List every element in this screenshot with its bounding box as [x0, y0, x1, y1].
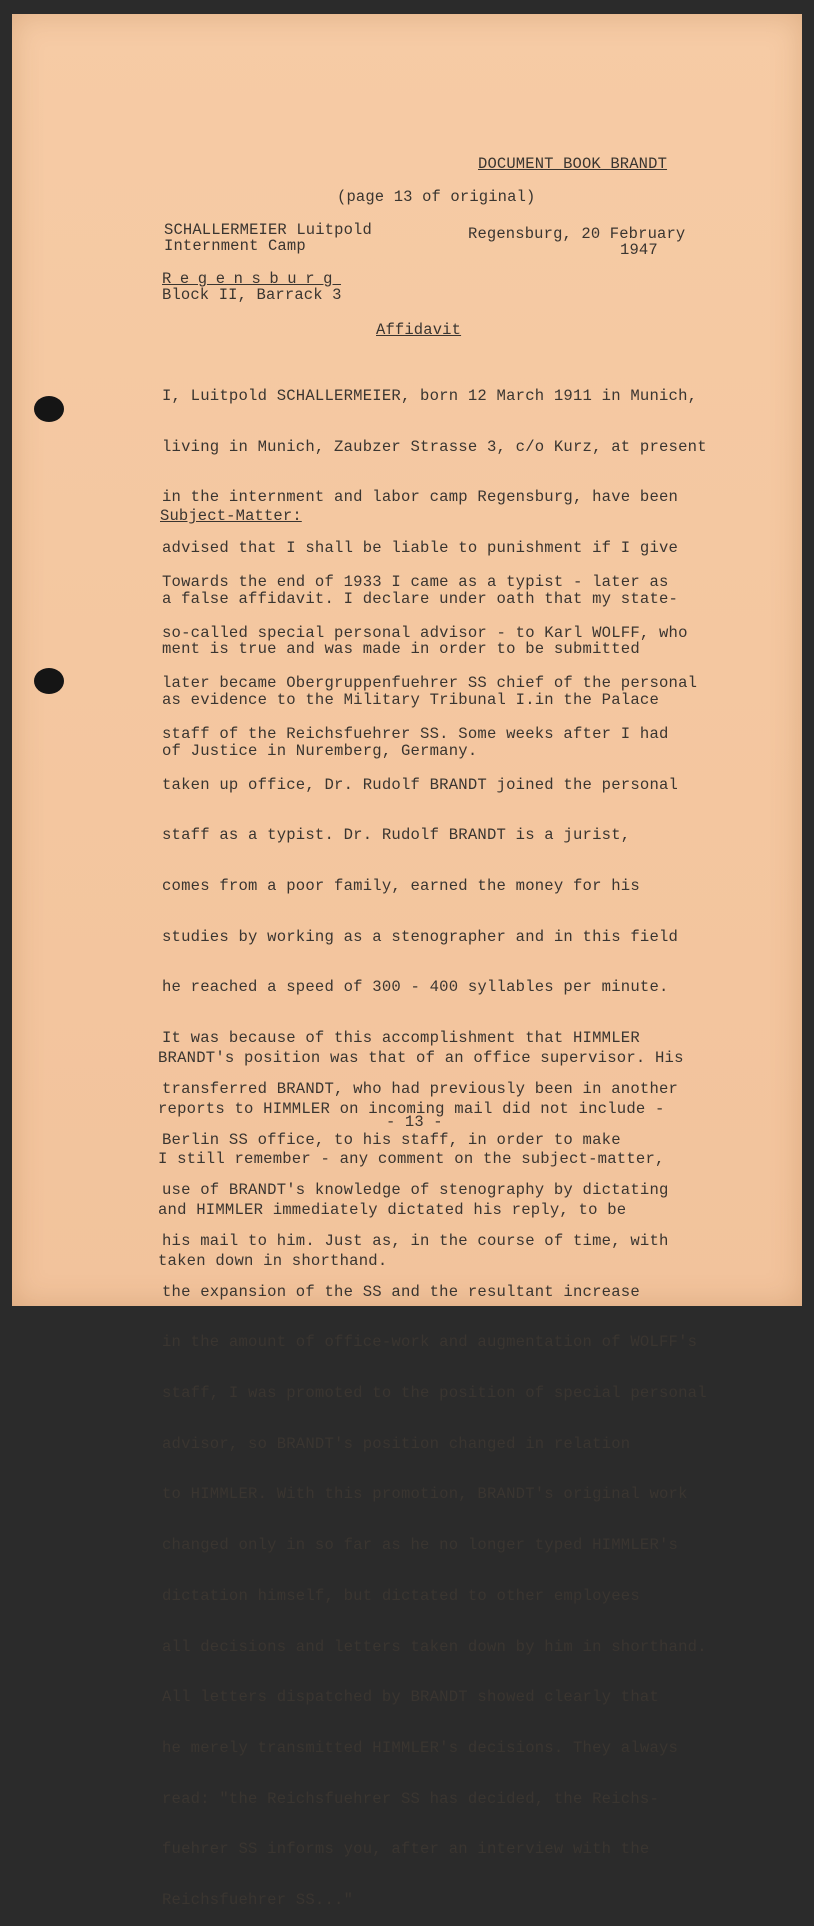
- text-line: Towards the end of 1933 I came as a typist - later as: [162, 572, 669, 591]
- text-line: the expansion of the SS and the resultant increase: [162, 1282, 640, 1301]
- text-line: use of BRANDT's knowledge of stenography by dictating: [162, 1181, 669, 1200]
- text-line: All letters dispatched by BRANDT showed clearly that: [162, 1688, 660, 1707]
- text-line: all decisions and letters taken down by him in shorthand.: [162, 1637, 707, 1656]
- sender-city: Regensburg: [162, 270, 342, 288]
- text-line: in the amount of office-work and augmentation of WOLFF's: [162, 1333, 698, 1352]
- text-line: It was because of this accomplishment that HIMMLER: [162, 1029, 640, 1048]
- text-line: advisor, so BRANDT's position changed in relation: [162, 1434, 631, 1453]
- text-line: a false affidavit. I declare under oath that my state-: [162, 589, 679, 608]
- text-line: later became Obergruppenfuehrer SS chief of the personal: [162, 674, 698, 693]
- text-line: Berlin SS office, to his staff, in order to make: [162, 1130, 621, 1149]
- text-line: dictation himself, but dictated to other employees: [162, 1586, 640, 1605]
- text-line: to HIMMLER. With this promotion, BRANDT's original work: [162, 1485, 688, 1504]
- dateline-year: 1947: [620, 241, 658, 259]
- text-line: staff of the Reichsfuehrer SS. Some weeks after I had: [162, 724, 669, 743]
- text-line: comes from a poor family, earned the money for his: [162, 877, 640, 896]
- text-line: studies by working as a stenographer and in this field: [162, 927, 679, 946]
- closing-paragraph: [158, 1016, 684, 1286]
- page-number: - 13 -: [386, 1113, 443, 1131]
- sender-camp: Internment Camp: [164, 237, 306, 255]
- text-line: fuehrer SS informs you, after an interview with the: [162, 1840, 650, 1859]
- text-line: he merely transmitted HIMMLER's decisions. They always: [162, 1738, 679, 1757]
- text-line: taken up office, Dr. Rudolf BRANDT joined the personal: [162, 775, 679, 794]
- text-line: advised that I shall be liable to punishment if I give: [162, 538, 679, 557]
- text-line: transferred BRANDT, who had previously been in another: [162, 1079, 679, 1098]
- text-line: Reichsfuehrer SS...": [162, 1891, 354, 1910]
- subject-heading: Subject-Matter:: [160, 507, 302, 525]
- text-line: and HIMMLER immediately dictated his reply, to be: [158, 1200, 627, 1219]
- sender-block: Block II, Barrack 3: [162, 286, 342, 304]
- text-line: BRANDT's position was that of an office supervisor. His: [158, 1048, 684, 1067]
- punch-hole-top: [34, 396, 64, 422]
- text-line: staff, I was promoted to the position of special personal: [162, 1384, 707, 1403]
- text-line: I, Luitpold SCHALLERMEIER, born 12 March 1911 in Munich,: [162, 386, 698, 405]
- text-line: reports to HIMMLER on incoming mail did not include -: [158, 1099, 665, 1118]
- text-line: changed only in so far as he no longer typed HIMMLER's: [162, 1536, 679, 1555]
- sender-name: SCHALLERMEIER Luitpold: [164, 221, 372, 239]
- text-line: as evidence to the Military Tribunal I.in the Palace: [162, 691, 660, 710]
- punch-hole-bottom: [34, 668, 64, 694]
- text-line: so-called special personal advisor - to Karl WOLFF, who: [162, 623, 688, 642]
- affidavit-title: Affidavit: [376, 321, 462, 339]
- page-of-original: (page 13 of original): [337, 188, 536, 206]
- text-line: I still remember - any comment on the subject-matter,: [158, 1150, 665, 1169]
- text-line: his mail to him. Just as, in the course of time, with: [162, 1231, 669, 1250]
- dateline-place-date: Regensburg, 20 February: [468, 225, 686, 243]
- document-book-title: DOCUMENT BOOK BRANDT: [478, 155, 668, 173]
- text-line: of Justice in Nuremberg, Germany.: [162, 741, 478, 760]
- text-line: taken down in shorthand.: [158, 1251, 388, 1270]
- text-line: living in Munich, Zaubzer Strasse 3, c/o Kurz, at present: [162, 437, 707, 456]
- text-line: ment is true and was made in order to be submitted: [162, 640, 640, 659]
- text-line: read: "the Reichsfuehrer SS has decided, the Reichs-: [162, 1789, 660, 1808]
- text-line: he reached a speed of 300 - 400 syllables per minute.: [162, 978, 669, 997]
- text-line: staff as a typist. Dr. Rudolf BRANDT is a jurist,: [162, 826, 631, 845]
- text-line: in the internment and labor camp Regensburg, have been: [162, 488, 679, 507]
